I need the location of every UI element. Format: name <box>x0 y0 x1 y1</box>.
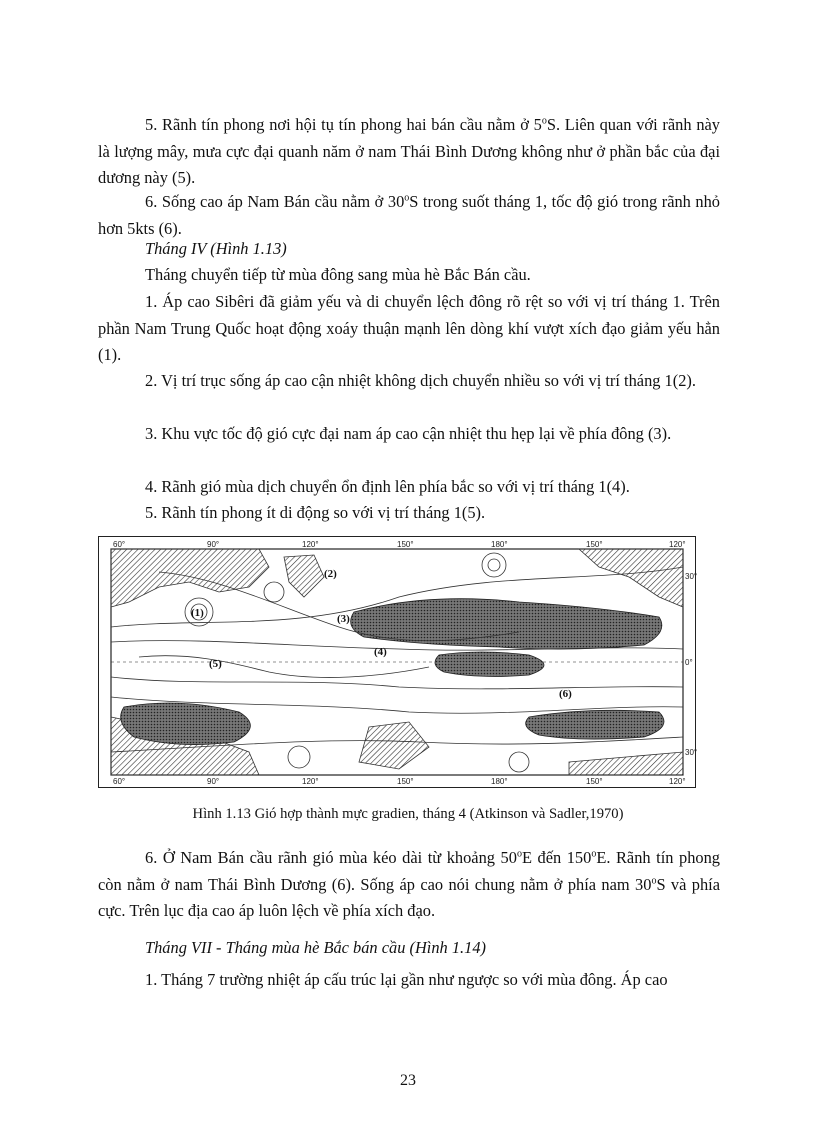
text: 6. Ở Nam Bán cầu rãnh gió mùa kéo dài từ khoảng 50 <box>145 848 517 867</box>
feature-label: (3) <box>337 613 350 625</box>
degree-sup: o <box>541 115 547 127</box>
degree-sup: o <box>651 875 657 887</box>
page-number: 23 <box>400 1072 416 1089</box>
degree-sup: o <box>404 192 410 204</box>
lon-label: 120° <box>302 777 319 786</box>
paragraph-april-2: 2. Vị trí trục sống áp cao cận nhiệt không dịch chuyển nhiều so với vị trí tháng 1(2). <box>145 371 696 390</box>
feature-label: (2) <box>324 568 337 580</box>
lon-label: 150° <box>586 540 603 549</box>
paragraph-april-5: 5. Rãnh tín phong ít di động so với vị trí tháng 1(5). <box>145 503 486 522</box>
lon-label: 180° <box>491 540 508 549</box>
feature-label: (4) <box>374 646 387 658</box>
lon-label: 90° <box>207 540 220 549</box>
paragraph-south-monsoon <box>98 845 720 925</box>
text: E đến 150 <box>521 848 592 867</box>
lon-label: 150° <box>586 777 603 786</box>
lon-label: 120° <box>669 777 686 786</box>
paragraph-july-1: 1. Tháng 7 trường nhiệt áp cấu trúc lại gần như ngược so với mùa đông. Áp cao <box>145 970 668 989</box>
degree-sup: o <box>516 848 522 860</box>
lon-label: 90° <box>207 777 220 786</box>
intro-april: Tháng chuyển tiếp từ mùa đông sang mùa hè Bắc Bán cầu. <box>145 265 531 284</box>
feature-label: (5) <box>209 658 222 670</box>
lon-label: 180° <box>491 777 508 786</box>
lon-label: 60° <box>113 540 126 549</box>
text: 5. Rãnh tín phong nơi hội tụ tín phong hai bán cầu nằm ở 5 <box>145 115 542 134</box>
paragraph-april-1: 1. Áp cao Sibêri đã giảm yếu và di chuyển lệch đông rõ rệt so với vị trí tháng 1. Trên phần Nam Trung Quốc hoạt động xoáy thuận mạnh lên dòng khí vượt xích đạo giảm yếu hẳn (1). <box>98 292 720 364</box>
text: 6. Sống cao áp Nam Bán cầu nằm ở 30 <box>145 192 405 211</box>
lon-label: 150° <box>397 777 414 786</box>
heading-july: Tháng VII - Tháng mùa hè Bắc bán cầu (Hình 1.14) <box>145 938 486 957</box>
wind-map-figure <box>98 536 696 788</box>
paragraph-april-3: 3. Khu vực tốc độ gió cực đại nam áp cao cận nhiệt thu hẹp lại về phía đông (3). <box>145 424 672 443</box>
lat-label: 0° <box>685 658 693 667</box>
lon-label: 120° <box>302 540 319 549</box>
paragraph-april-4: 4. Rãnh gió mùa dịch chuyển ổn định lên phía bắc so với vị trí tháng 1(4). <box>145 477 630 496</box>
paragraph-trade-trough <box>98 112 720 192</box>
text: S trong suốt tháng 1, tốc độ gió trong rãnh nhỏ hơn 5kts (6). <box>98 192 720 238</box>
wind-map-svg <box>99 537 698 787</box>
text: S và phía cực. Trên lục địa cao áp luôn lệch về phía xích đạo. <box>98 874 720 920</box>
lon-label: 150° <box>397 540 414 549</box>
heading-april: Tháng IV (Hình 1.13) <box>145 239 287 258</box>
lat-label: 30° <box>685 572 698 581</box>
figure-caption: Hình 1.13 Gió hợp thành mực gradien, tháng 4 (Atkinson và Sadler,1970) <box>192 806 624 822</box>
lon-label: 60° <box>113 777 126 786</box>
feature-label: (1) <box>191 607 204 619</box>
lat-label: 30° <box>685 748 698 757</box>
max-wind-zone-equator <box>435 652 544 676</box>
text: S. Liên quan với rãnh này là lượng mây, mưa cực đại quanh năm ở nam Thái Bình Dương không như ở phần bắc của đại dương này (5). <box>98 115 720 187</box>
feature-label: (6) <box>559 688 572 700</box>
lon-label: 120° <box>669 540 686 549</box>
text: E. Rãnh tín phong còn nằm ở nam Thái Bình Dương (6). Sống áp cao nói chung nằm ở phía nam 30 <box>98 848 720 894</box>
max-wind-zone-south-east <box>526 710 664 739</box>
paragraph-south-ridge <box>98 189 720 242</box>
degree-sup: o <box>591 848 597 860</box>
